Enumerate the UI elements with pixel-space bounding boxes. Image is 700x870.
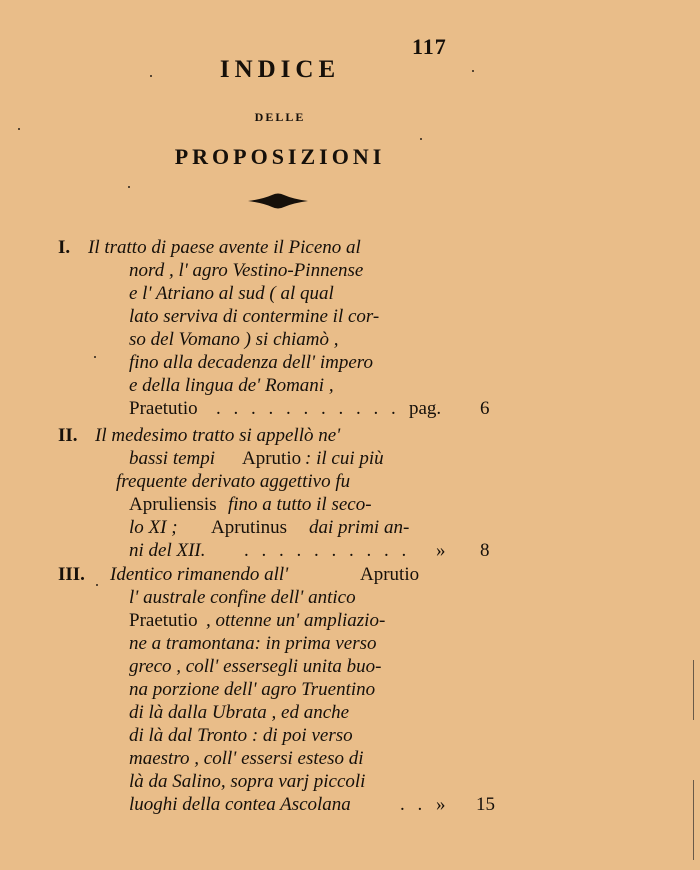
page-number: 117	[412, 34, 447, 59]
ornament-rule-icon	[248, 192, 308, 210]
paper-speck	[472, 70, 474, 72]
entry-line: Apruliensis	[129, 494, 217, 515]
entry-line: Aprutinus	[211, 517, 287, 538]
entry-line: ni del XII.	[129, 540, 206, 561]
entry-line: , ottenne un' ampliazio-	[206, 610, 386, 631]
entry-line: di là dalla Ubrata , ed anche	[129, 702, 350, 723]
leader-dots: . . . . . . . . . .	[244, 540, 411, 561]
entry-line: frequente derivato aggettivo fu	[116, 471, 351, 492]
entry-line: greco , coll' essersegli unita buo-	[129, 656, 382, 677]
entry-numeral: II.	[58, 425, 78, 446]
entry-line: nord , l' agro Vestino-Pinnense	[129, 260, 364, 281]
entry-line: di là dal Tronto : di poi verso	[129, 725, 353, 746]
index-subtitle: DELLE	[254, 110, 306, 124]
entry-line: fino alla decadenza dell' impero	[129, 352, 373, 373]
paper-speck	[128, 186, 130, 188]
page-label: pag.	[409, 398, 442, 419]
ditto-mark: »	[436, 794, 446, 815]
entry-line: Identico rimanendo all'	[110, 564, 289, 585]
entry-line: Aprutio	[242, 448, 302, 469]
ditto-mark: »	[436, 540, 446, 561]
scan-edge-line	[693, 660, 694, 720]
entry-line: e della lingua de' Romani ,	[129, 375, 334, 396]
paper-speck	[96, 584, 98, 586]
paper-speck	[150, 75, 152, 77]
leader-dots: . .	[400, 794, 427, 815]
entry-line: luoghi della contea Ascolana	[129, 794, 351, 815]
index-title: INDICE	[219, 56, 341, 83]
paper-speck	[18, 128, 20, 130]
entry-line: l' australe confine dell' antico	[129, 587, 356, 608]
entry-line: là da Salino, sopra varj piccoli	[129, 771, 366, 792]
entry-line: lato serviva di contermine il cor-	[129, 306, 380, 327]
entry-line: : il cui più	[305, 448, 384, 469]
entry-line: e l' Atriano al sud ( al qual	[129, 283, 334, 304]
index-section-title: PROPOSIZIONI	[174, 144, 386, 169]
entry-line: Il medesimo tratto si appellò ne'	[95, 425, 341, 446]
page-ref: 6	[480, 398, 490, 419]
scan-edge-line	[693, 780, 694, 860]
entry-line: ne a tramontana: in prima verso	[129, 633, 377, 654]
page-ref: 8	[480, 540, 490, 561]
paper-speck	[94, 356, 96, 358]
entry-line: dai primi an-	[309, 517, 410, 538]
entry-line: Il tratto di paese avente il Piceno al	[88, 237, 361, 258]
entry-line: na porzione dell' agro Truentino	[129, 679, 376, 700]
entry-line: lo XI ;	[129, 517, 178, 538]
entry-line: Aprutio	[360, 564, 420, 585]
entry-numeral: III.	[58, 564, 85, 585]
entry-line: Praetutio	[129, 610, 198, 631]
entry-line: maestro , coll' essersi esteso di	[129, 748, 364, 769]
entry-numeral: I.	[58, 237, 71, 258]
entry-line: Praetutio	[129, 398, 198, 419]
page-ref: 15	[476, 794, 495, 815]
entry-line: so del Vomano ) si chiamò ,	[129, 329, 339, 350]
entry-line: bassi tempi	[129, 448, 216, 469]
entry-line: fino a tutto il seco-	[228, 494, 372, 515]
paper-speck	[420, 138, 422, 140]
leader-dots: . . . . . . . . . . .	[216, 398, 400, 419]
